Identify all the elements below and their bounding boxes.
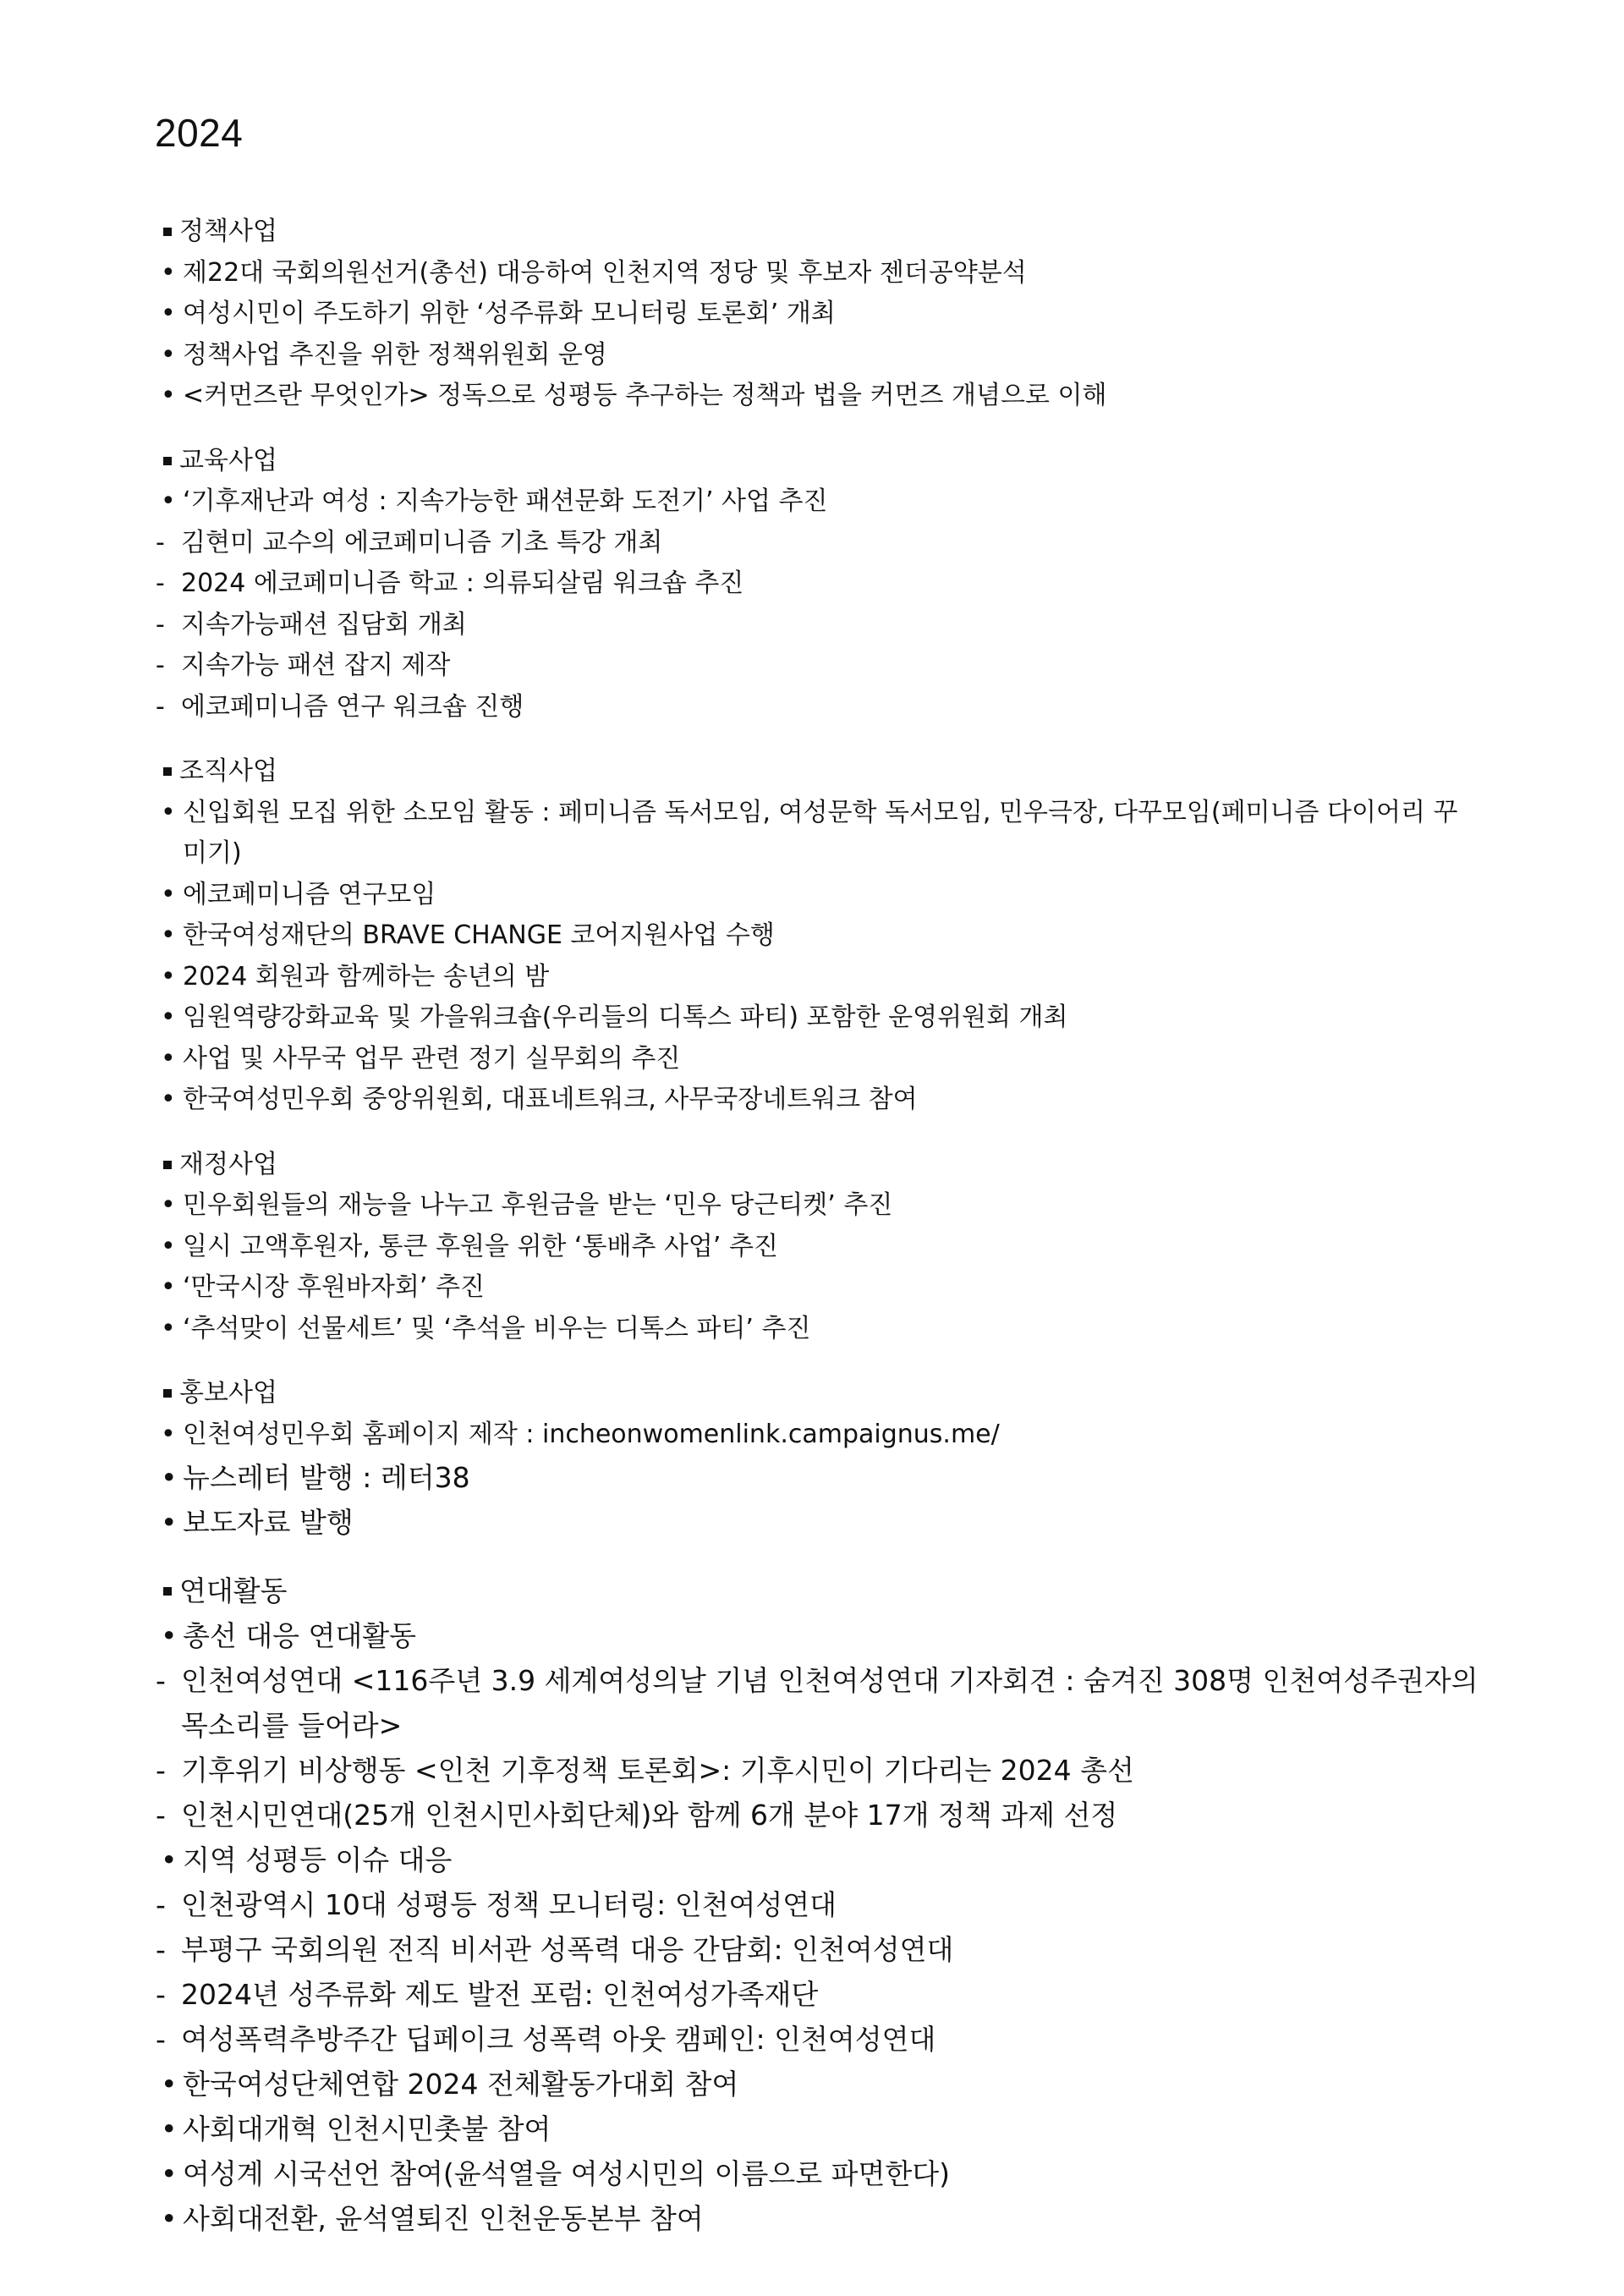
dash-bullet: - [156,1978,166,2011]
dot-bullet: • [161,797,176,827]
section [161,1145,1480,1350]
dot-bullet: • [161,1419,176,1449]
list-item-text: 여성폭력추방주간 딥페이크 성폭력 아웃 캠페인: 인천여성연대 [181,2023,936,2056]
dot-bullet: • [161,1043,176,1074]
dot-bullet: • [161,339,176,370]
dot-bullet: • [161,879,176,909]
list-item-text: 김현미 교수의 에코페미니즘 기초 특강 개최 [181,527,663,558]
list-item-text: 사회대전환, 윤석열퇴진 인천운동본부 참여 [183,2202,704,2235]
section-heading [161,441,1480,482]
section [161,1373,1480,1545]
section-heading [161,1568,1480,1613]
dot-bullet: • [161,1231,176,1261]
list-item-text: 사업 및 사무국 업무 관련 정기 실무회의 추진 [183,1043,681,1074]
list-item-text: 인천여성연대 <116주년 3.9 세계여성의날 기념 인천여성연대 기자회견 : 숨겨진 308명 인천여성주권자의 목소리를 들어라> [181,1664,1479,1742]
list-item [156,1793,1480,1837]
square-bullet-icon [163,228,172,236]
list-item-text: 인천광역시 10대 성평등 정책 모니터링: 인천여성연대 [181,1888,837,1921]
dot-bullet: • [161,2202,178,2235]
list-item [161,1079,1480,1121]
dash-bullet: - [156,1799,166,1832]
list-item-text: 여성계 시국선언 참여(윤석열을 여성시민의 이름으로 파면한다) [183,2157,951,2190]
dot-bullet: • [161,257,176,288]
list-item-text: 정책사업 추진을 위한 정책위원회 운영 [183,339,607,370]
square-bullet-icon [163,457,172,465]
dot-bullet: • [161,2157,178,2190]
dot-bullet: • [161,1843,178,1876]
list-item-text: 한국여성민우회 중앙위원회, 대표네트워크, 사무국장네트워크 참여 [183,1085,918,1114]
dot-bullet: • [161,381,176,410]
dot-bullet: • [161,1461,178,1494]
list-item [156,2017,1480,2062]
section [156,1568,1480,2241]
list-item [161,793,1480,875]
list-item [161,1309,1480,1350]
list-item-text: 보도자료 발행 [183,1506,354,1539]
list-item [161,376,1480,417]
list-item-text: 지속가능 패션 잡지 제작 [181,651,451,680]
list-item-text: 기후위기 비상행동 <인천 기후정책 토론회>: 기후시민이 기다리는 2024 총선 [181,1754,1134,1787]
list-item [161,2062,1480,2106]
list-item [161,2151,1480,2196]
square-bullet-icon [163,1161,172,1169]
dash-bullet: - [156,569,165,598]
dash-bullet: - [156,1754,166,1787]
list-item-text: 부평구 국회의원 전직 비서관 성폭력 대응 간담회: 인천여성연대 [181,1933,954,1966]
list-item [156,563,1480,605]
section-heading-text: 정책사업 [179,217,277,246]
list-item [161,253,1480,294]
dash-bullet: - [156,1888,166,1921]
dot-bullet: • [161,2112,178,2145]
section-heading [161,1373,1480,1414]
section [156,441,1480,728]
list-item-text: 총선 대응 연대활동 [183,1619,417,1652]
list-item [161,1837,1480,1882]
section [161,211,1480,417]
list-item [156,1748,1480,1793]
list-item [161,957,1480,998]
list-item-text: 한국여성단체연합 2024 전체활동가대회 참여 [183,2068,739,2101]
list-item-text: 일시 고액후원자, 통큰 후원을 위한 ‘통배추 사업’ 추진 [183,1231,778,1261]
square-bullet-icon [163,1587,172,1596]
list-item-text: 한국여성재단의 BRAVE CHANGE 코어지원사업 수행 [183,920,775,950]
section-heading [161,751,1480,793]
dot-bullet: • [161,299,176,328]
list-item-text: <커먼즈란 무엇인가> 정독으로 성평등 추구하는 정책과 법을 커먼즈 개념으로 이해 [183,381,1107,410]
square-bullet-icon [163,1389,172,1398]
list-item [156,1882,1480,1927]
section-heading [161,1145,1480,1186]
dash-bullet: - [156,1933,166,1966]
list-item [156,687,1480,728]
list-item [161,1500,1480,1545]
list-item [161,294,1480,335]
dash-bullet: - [156,1664,166,1697]
list-item [161,1267,1480,1309]
section-list [156,211,1480,2265]
list-item-text: 뉴스레터 발행 : 레터38 [183,1461,470,1494]
list-item [161,1613,1480,1658]
list-item [156,523,1480,564]
list-item-text: ‘추석맞이 선물세트’ 및 ‘추석을 비우는 디톡스 파티’ 추진 [183,1313,811,1343]
section-heading-text: 재정사업 [179,1149,277,1179]
list-item [161,997,1480,1039]
list-item-text: 에코페미니즘 연구 워크숍 진행 [181,691,524,722]
list-item-text: 제22대 국회의원선거(총선) 대응하여 인천지역 정당 및 후보자 젠더공약분석 [183,257,1027,288]
list-item-text: 인천시민연대(25개 인천시민사회단체)와 함께 6개 분야 17개 정책 과제 선정 [181,1799,1118,1832]
list-item [156,1927,1480,1972]
dot-bullet: • [161,2068,178,2101]
list-item [161,2196,1480,2241]
dot-bullet: • [161,1190,176,1220]
list-item [161,1039,1480,1080]
page-title: 2024 [155,111,244,155]
dot-bullet: • [161,1506,178,1539]
list-item [161,1455,1480,1500]
section-heading-text: 교육사업 [179,445,277,475]
list-item-text: 에코페미니즘 연구모임 [183,879,436,909]
dot-bullet: • [161,961,176,991]
list-item [161,2106,1480,2151]
list-item [156,605,1480,646]
section-heading-text: 연대활동 [179,1574,288,1607]
list-item [161,915,1480,957]
dash-bullet: - [156,527,165,558]
list-item-text: ‘기후재난과 여성 : 지속가능한 패션문화 도전기’ 사업 추진 [183,486,828,516]
dash-bullet: - [156,651,165,680]
list-item [161,481,1480,523]
dot-bullet: • [161,1085,176,1114]
list-item-text: 임원역량강화교육 및 가을워크숍(우리들의 디톡스 파티) 포함한 운영위원회 개최 [183,1002,1068,1032]
dot-bullet: • [161,1619,178,1652]
dot-bullet: • [161,486,176,516]
section [161,751,1480,1121]
dash-bullet: - [156,2023,166,2056]
list-item-text: 2024 에코페미니즘 학교 : 의류되살림 워크숍 추진 [181,569,744,598]
list-item [161,1414,1480,1456]
list-item [161,1227,1480,1268]
section-heading-text: 홍보사업 [179,1378,277,1408]
list-item [156,1972,1480,2017]
list-item-text: 지속가능패션 집담회 개최 [181,609,467,640]
section-heading [161,211,1480,253]
dot-bullet: • [161,1272,176,1302]
list-item-text: 인천여성민우회 홈페이지 제작 : incheonwomenlink.campaignus.me/ [183,1419,1000,1449]
list-item [161,1185,1480,1227]
list-item-text: 2024 회원과 함께하는 송년의 밤 [183,961,550,991]
list-item-text: 사회대개혁 인천시민촛불 참여 [183,2112,551,2145]
list-item [161,875,1480,916]
list-item [156,645,1480,687]
list-item-text: 민우회원들의 재능을 나누고 후원금을 받는 ‘민우 당근티켓’ 추진 [183,1190,893,1220]
square-bullet-icon [163,767,172,776]
dot-bullet: • [161,1313,176,1343]
list-item-text: 지역 성평등 이슈 대응 [183,1843,453,1876]
list-item-text: ‘만국시장 후원바자회’ 추진 [183,1272,485,1302]
list-item-text: 신입회원 모집 위한 소모임 활동 : 페미니즘 독서모임, 여성문학 독서모임, 민우극장, 다꾸모임(페미니즘 다이어리 꾸미기) [183,797,1458,868]
list-item-text: 2024년 성주류화 제도 발전 포럼: 인천여성가족재단 [181,1978,819,2011]
list-item-text: 여성시민이 주도하기 위한 ‘성주류화 모니터링 토론회’ 개최 [183,299,836,328]
dash-bullet: - [156,609,165,640]
dot-bullet: • [161,1002,176,1032]
dash-bullet: - [156,691,165,722]
list-item [156,1658,1480,1748]
dot-bullet: • [161,920,176,950]
list-item [161,335,1480,376]
section-heading-text: 조직사업 [179,756,277,786]
